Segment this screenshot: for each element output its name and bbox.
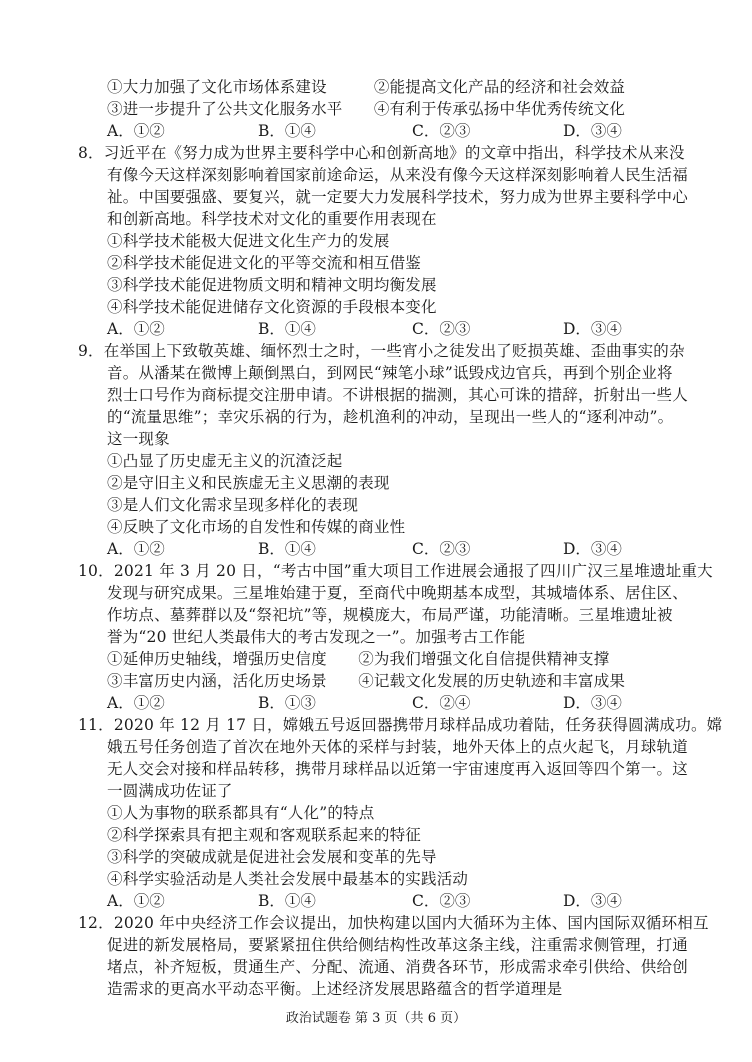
answer-option: C．②③ bbox=[412, 892, 471, 910]
text-line: ①大力加强了文化市场体系建设 ②能提高文化产品的经济和社会效益 bbox=[107, 78, 626, 96]
text-line: 造需求的更高水平动态平衡。上述经济发展思路蕴含的哲学道理是 bbox=[107, 980, 563, 998]
text-line: 和创新高地。科学技术对文化的重要作用表现在 bbox=[107, 210, 437, 228]
text-line: ①人为事物的联系都具有“人化”的特点 bbox=[107, 804, 375, 822]
answer-option: A．①② bbox=[107, 540, 165, 558]
text-line: ①延伸历史轴线，增强历史信度 ②为我们增强文化自信提供精神支撑 bbox=[107, 650, 610, 668]
text-line: 烈士口号作为商标提交注册申请。不讲根据的揣测，其心可诛的措辞，折射出一些人 bbox=[107, 386, 688, 404]
text-line: ④反映了文化市场的自发性和传媒的商业性 bbox=[107, 518, 406, 536]
text-line: ③进一步提升了公共文化服务水平 ④有利于传承弘扬中华优秀传统文化 bbox=[107, 100, 626, 118]
text-line: ①科学技术能极大促进文化生产力的发展 bbox=[107, 232, 390, 250]
text-line: ①凸显了历史虚无主义的沉渣泛起 bbox=[107, 452, 343, 470]
answer-option: D．③④ bbox=[563, 694, 622, 712]
page-footer: 政治试题卷 第 3 页（共 6 页） bbox=[285, 1011, 467, 1026]
answer-option: D．③④ bbox=[563, 892, 622, 910]
answer-option: A．①② bbox=[107, 122, 165, 140]
text-line: 誉为“20 世纪人类最伟大的考古发现之一”。加强考古工作能 bbox=[107, 628, 526, 646]
answer-option: D．③④ bbox=[563, 320, 622, 338]
text-line: 9．在举国上下致敬英雄、缅怀烈士之时，一些宵小之徒发出了贬损英雄、歪曲事实的杂 bbox=[78, 342, 685, 360]
text-line: ②科学探索具有把主观和客观联系起来的特征 bbox=[107, 826, 422, 844]
text-line: 有像今天这样深刻影响着国家前途命运，从来没有像今天这样深刻影响着人民生活福 bbox=[107, 166, 688, 184]
answer-option: A．①② bbox=[107, 320, 165, 338]
text-line: 的“流量思维”；幸灾乐祸的行为，趁机渔利的冲动，呈现出一些人的“逐利冲动”。 bbox=[107, 408, 674, 426]
text-line: 无人交会对接和样品转移，携带月球样品以近第一宇宙速度再入返回等四个第一。这 bbox=[107, 760, 688, 778]
answer-option: B．①④ bbox=[258, 540, 316, 558]
text-line: ④科学实验活动是人类社会发展中最基本的实践活动 bbox=[107, 870, 469, 888]
answer-option: C．②③ bbox=[412, 122, 471, 140]
answer-option: C．②③ bbox=[412, 320, 471, 338]
text-line: 11．2020 年 12 月 17 日，嫦娥五号返回器携带月球样品成功着陆，任务获得圆满成功。嫦 bbox=[78, 716, 723, 734]
text-line: ②科学技术能促进文化的平等交流和相互借鉴 bbox=[107, 254, 422, 272]
answer-option: B．①④ bbox=[258, 892, 316, 910]
answer-option: D．③④ bbox=[563, 540, 622, 558]
answer-option: A．①② bbox=[107, 694, 165, 712]
text-line: 作坊点、墓葬群以及“祭祀坑”等，规模庞大，布局严谨，功能清晰。三星堆遗址被 bbox=[107, 606, 673, 624]
text-line: 促进的新发展格局，要紧紧扭住供给侧结构性改革这条主线，注重需求侧管理，打通 bbox=[107, 936, 688, 954]
text-line: ③是人们文化需求呈现多样化的表现 bbox=[107, 496, 359, 514]
text-line: ②是守旧主义和民族虚无主义思潮的表现 bbox=[107, 474, 390, 492]
text-line: 发现与研究成果。三星堆始建于夏，至商代中晚期基本成型，其城墙体系、居住区、 bbox=[107, 584, 688, 602]
answer-option: C．②③ bbox=[412, 540, 471, 558]
text-line: ③科学技术能促进物质文明和精神文明均衡发展 bbox=[107, 276, 437, 294]
text-line: 音。从潘某在微博上颠倒黑白，到网民“辣笔小球”诋毁戍边官兵，再到个别企业将 bbox=[107, 364, 673, 382]
text-line: 8．习近平在《努力成为世界主要科学中心和创新高地》的文章中指出，科学技术从来没 bbox=[78, 144, 685, 162]
answer-option: A．①② bbox=[107, 892, 165, 910]
text-line: 12．2020 年中央经济工作会议提出，加快构建以国内大循环为主体、国内国际双循环相互 bbox=[78, 914, 709, 932]
text-line: 这一现象 bbox=[107, 430, 170, 448]
text-line: ③科学的突破成就是促进社会发展和变革的先导 bbox=[107, 848, 437, 866]
answer-option: D．③④ bbox=[563, 122, 622, 140]
answer-option: B．①④ bbox=[258, 122, 316, 140]
text-line: ④科学技术能促进储存文化资源的手段根本变化 bbox=[107, 298, 437, 316]
answer-option: B．①③ bbox=[258, 694, 316, 712]
answer-option: B．①④ bbox=[258, 320, 316, 338]
text-line: 祉。中国要强盛、要复兴，就一定要大力发展科学技术，努力成为世界主要科学中心 bbox=[107, 188, 688, 206]
text-line: 10．2021 年 3 月 20 日，“考古中国”重大项目工作进展会通报了四川广汉三星堆遗址重大 bbox=[78, 562, 713, 580]
text-line: ③丰富历史内涵，活化历史场景 ④记载文化发展的历史轨迹和丰富成果 bbox=[107, 672, 626, 690]
text-line: 一圆满成功佐证了 bbox=[107, 782, 233, 800]
text-line: 娥五号任务创造了首次在地外天体的采样与封装，地外天体上的点火起飞，月球轨道 bbox=[107, 738, 688, 756]
answer-option: C．②④ bbox=[412, 694, 471, 712]
text-line: 堵点，补齐短板，贯通生产、分配、流通、消费各环节，形成需求牵引供给、供给创 bbox=[107, 958, 688, 976]
